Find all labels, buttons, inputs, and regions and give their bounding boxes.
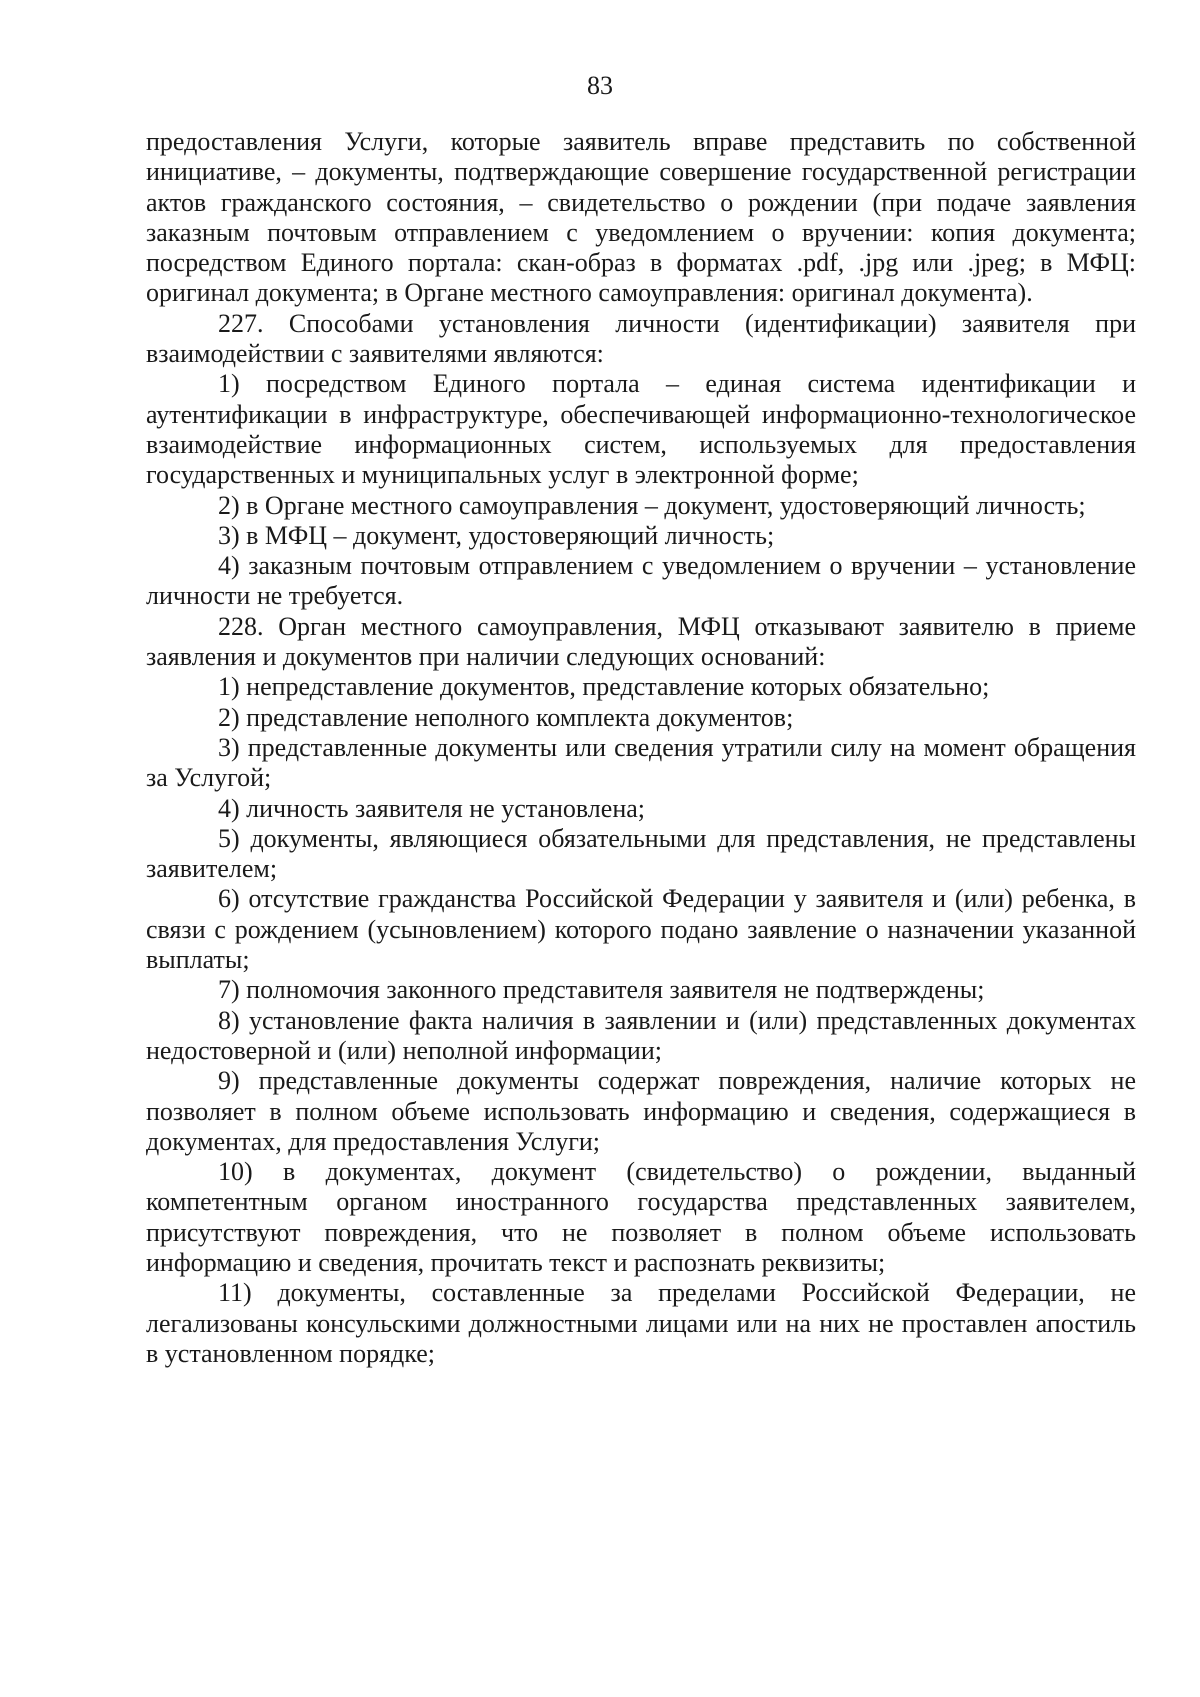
list-item-228-2: 2) представление неполного комплекта документов; (218, 702, 794, 732)
list-item-228-5: 5) документы, являющиеся обязательными для представления, не представлены заявителем; (146, 823, 1136, 884)
list-item-228-3: 3) представленные документы или сведения утратили силу на момент обращения за Услугой; (146, 732, 1136, 793)
list-item-228-10: 10) в документах, документ (свидетельство) о рождении, выданный компетентным органом иностранного государства представленных заявителем, присутствуют повреждения, что не позволяет в полном объеме использовать информацию и сведения, прочитать текст и распознать реквизиты; (146, 1157, 1136, 1277)
page-number: 83 (587, 71, 613, 100)
list-item-227-3: 3) в МФЦ – документ, удостоверяющий личность; (218, 520, 775, 550)
list-item-228-1: 1) непредставление документов, представление которых обязательно; (218, 672, 990, 702)
list-item-228-8: 8) установление факта наличия в заявлении и (или) представленных документах недостоверной и (или) неполной информации; (146, 1005, 1136, 1065)
document-body (146, 127, 1136, 1369)
paragraph-continuation: предоставления Услуги, которые заявитель вправе представить по собственной инициативе, – документы, подтверждающие совершение государственной регистрации актов гражданского состояния, – свидетельство о рождении (при подаче заявления заказным почтовым отправлением с уведомлением о вручении: копия документа; посредством Единого портала: скан-образ в форматах .pdf, .jpg или .jpeg; в МФЦ: оригинал документа; в Органе местного самоуправления: оригинал документа). (146, 127, 1136, 308)
list-item-228-9: 9) представленные документы содержат повреждения, наличие которых не позволяет в полном объеме использовать информацию и сведения, содержащиеся в документах, для предоставления Услуги; (146, 1066, 1136, 1156)
paragraph-227: 227. Способами установления личности (идентификации) заявителя при взаимодействии с заявителями являются: (146, 308, 1136, 369)
list-item-228-7: 7) полномочия законного представителя заявителя не подтверждены; (218, 975, 985, 1005)
list-item-227-4: 4) заказным почтовым отправлением с уведомлением о вручении – установление личности не требуется. (146, 551, 1136, 611)
list-item-228-11: 11) документы, составленные за пределами Российской Федерации, не легализованы консульскими должностными лицами или на них не проставлен апостиль в установленном порядке; (146, 1278, 1136, 1368)
list-item-228-6: 6) отсутствие гражданства Российской Федерации у заявителя и (или) ребенка, в связи с рождением (усыновлением) которого подано заявление о назначении указанной выплаты; (146, 884, 1136, 975)
list-item-227-1: 1) посредством Единого портала – единая система идентификации и аутентификации в инфраструктуре, обеспечивающей информационно-технологическое взаимодействие информационных систем, используемых для предоставления государственных и муниципальных услуг в электронной форме; (146, 369, 1136, 490)
list-item-227-2: 2) в Органе местного самоуправления – документ, удостоверяющий личность; (218, 490, 1086, 520)
paragraph-228: 228. Орган местного самоуправления, МФЦ отказывают заявителю в приеме заявления и документов при наличии следующих оснований: (146, 611, 1136, 672)
list-item-228-4: 4) личность заявителя не установлена; (218, 793, 645, 823)
